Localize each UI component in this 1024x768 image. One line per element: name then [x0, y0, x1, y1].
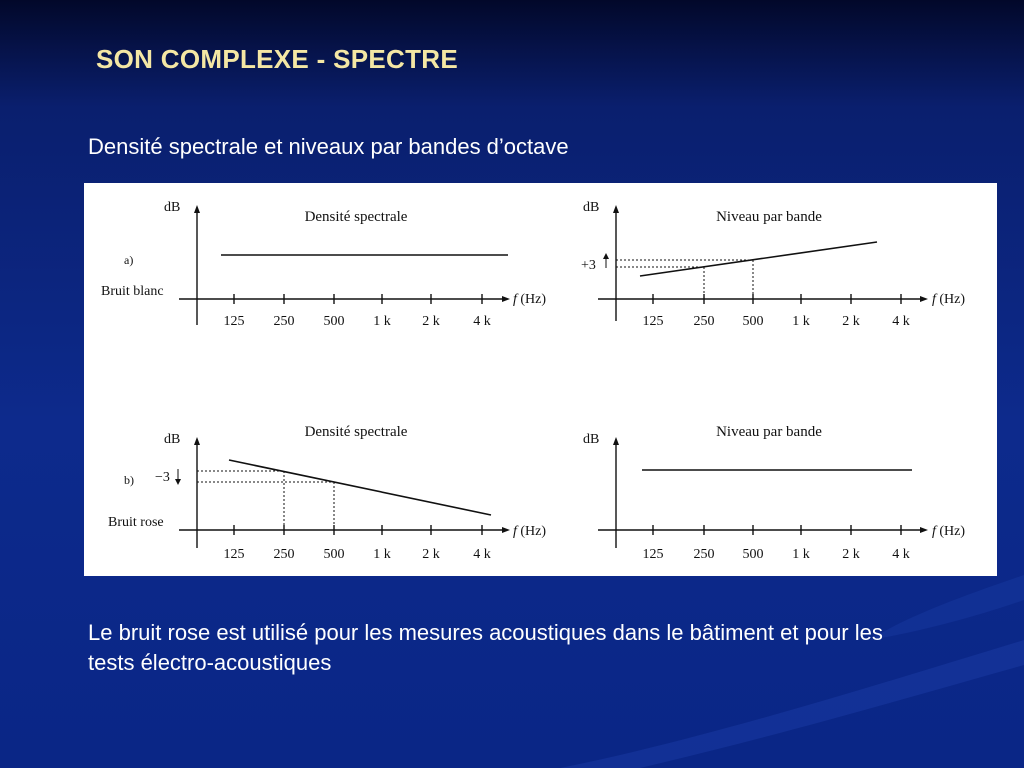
y-axis-label: dB [583, 432, 600, 447]
spectrum-line [640, 242, 877, 276]
spectrum-figure [84, 183, 997, 576]
panel-title: Densité spectrale [304, 209, 408, 225]
panel-a-band-level [581, 200, 965, 329]
row-a-label: Bruit blanc [101, 284, 164, 299]
slide-footer-text: Le bruit rose est utilisé pour les mesures acoustiques dans le bâtiment et pour les tests électro-acoustiques [88, 620, 883, 675]
tick-label: 250 [693, 314, 715, 329]
tick-label: 4 k [892, 547, 910, 562]
y-axis-label: dB [164, 432, 181, 447]
panel-b-density [155, 424, 546, 562]
row-b-label: Bruit rose [108, 515, 164, 530]
tick-label: 250 [693, 547, 715, 562]
tick-label: 4 k [892, 314, 910, 329]
spectrum-line [229, 460, 491, 515]
row-a-marker: a) [124, 253, 134, 267]
panel-a-density [164, 200, 546, 329]
tick-label: 1 k [792, 314, 810, 329]
tick-label: 500 [742, 547, 764, 562]
panel-title: Niveau par bande [716, 424, 822, 440]
x-axis-label: f (Hz) [932, 292, 966, 307]
guide-lines [197, 471, 334, 530]
spectrum-diagram [84, 183, 997, 576]
row-b-marker: b) [124, 473, 134, 487]
guide-lines [616, 260, 753, 299]
tick-label: 125 [642, 314, 664, 329]
down-arrow-icon [175, 479, 181, 485]
panel-title: Niveau par bande [716, 209, 822, 225]
slide-subtitle: Densité spectrale et niveaux par bandes d’octave [88, 134, 569, 159]
tick-label: 250 [273, 314, 295, 329]
delta-annotation: +3 [581, 258, 596, 273]
tick-label: 500 [742, 314, 764, 329]
up-arrow-icon [603, 253, 609, 259]
slide-title: SON COMPLEXE - SPECTRE [96, 44, 458, 74]
delta-annotation: −3 [155, 470, 170, 485]
tick-label: 2 k [422, 547, 440, 562]
tick-label: 2 k [842, 314, 860, 329]
tick-label: 1 k [373, 547, 391, 562]
panel-b-band-level [583, 424, 965, 562]
tick-label: 4 k [473, 314, 491, 329]
tick-label: 250 [273, 547, 295, 562]
tick-label: 125 [642, 547, 664, 562]
tick-label: 500 [323, 547, 345, 562]
tick-label: 2 k [422, 314, 440, 329]
tick-label: 1 k [792, 547, 810, 562]
x-axis-label: f (Hz) [513, 292, 547, 307]
tick-label: 125 [223, 314, 245, 329]
panel-title: Densité spectrale [304, 424, 408, 440]
x-axis-label: f (Hz) [513, 524, 547, 539]
y-axis-label: dB [583, 200, 600, 215]
tick-label: 4 k [473, 547, 491, 562]
tick-label: 2 k [842, 547, 860, 562]
tick-label: 500 [323, 314, 345, 329]
tick-label: 125 [223, 547, 245, 562]
y-axis-label: dB [164, 200, 181, 215]
x-axis-label: f (Hz) [932, 524, 966, 539]
tick-label: 1 k [373, 314, 391, 329]
